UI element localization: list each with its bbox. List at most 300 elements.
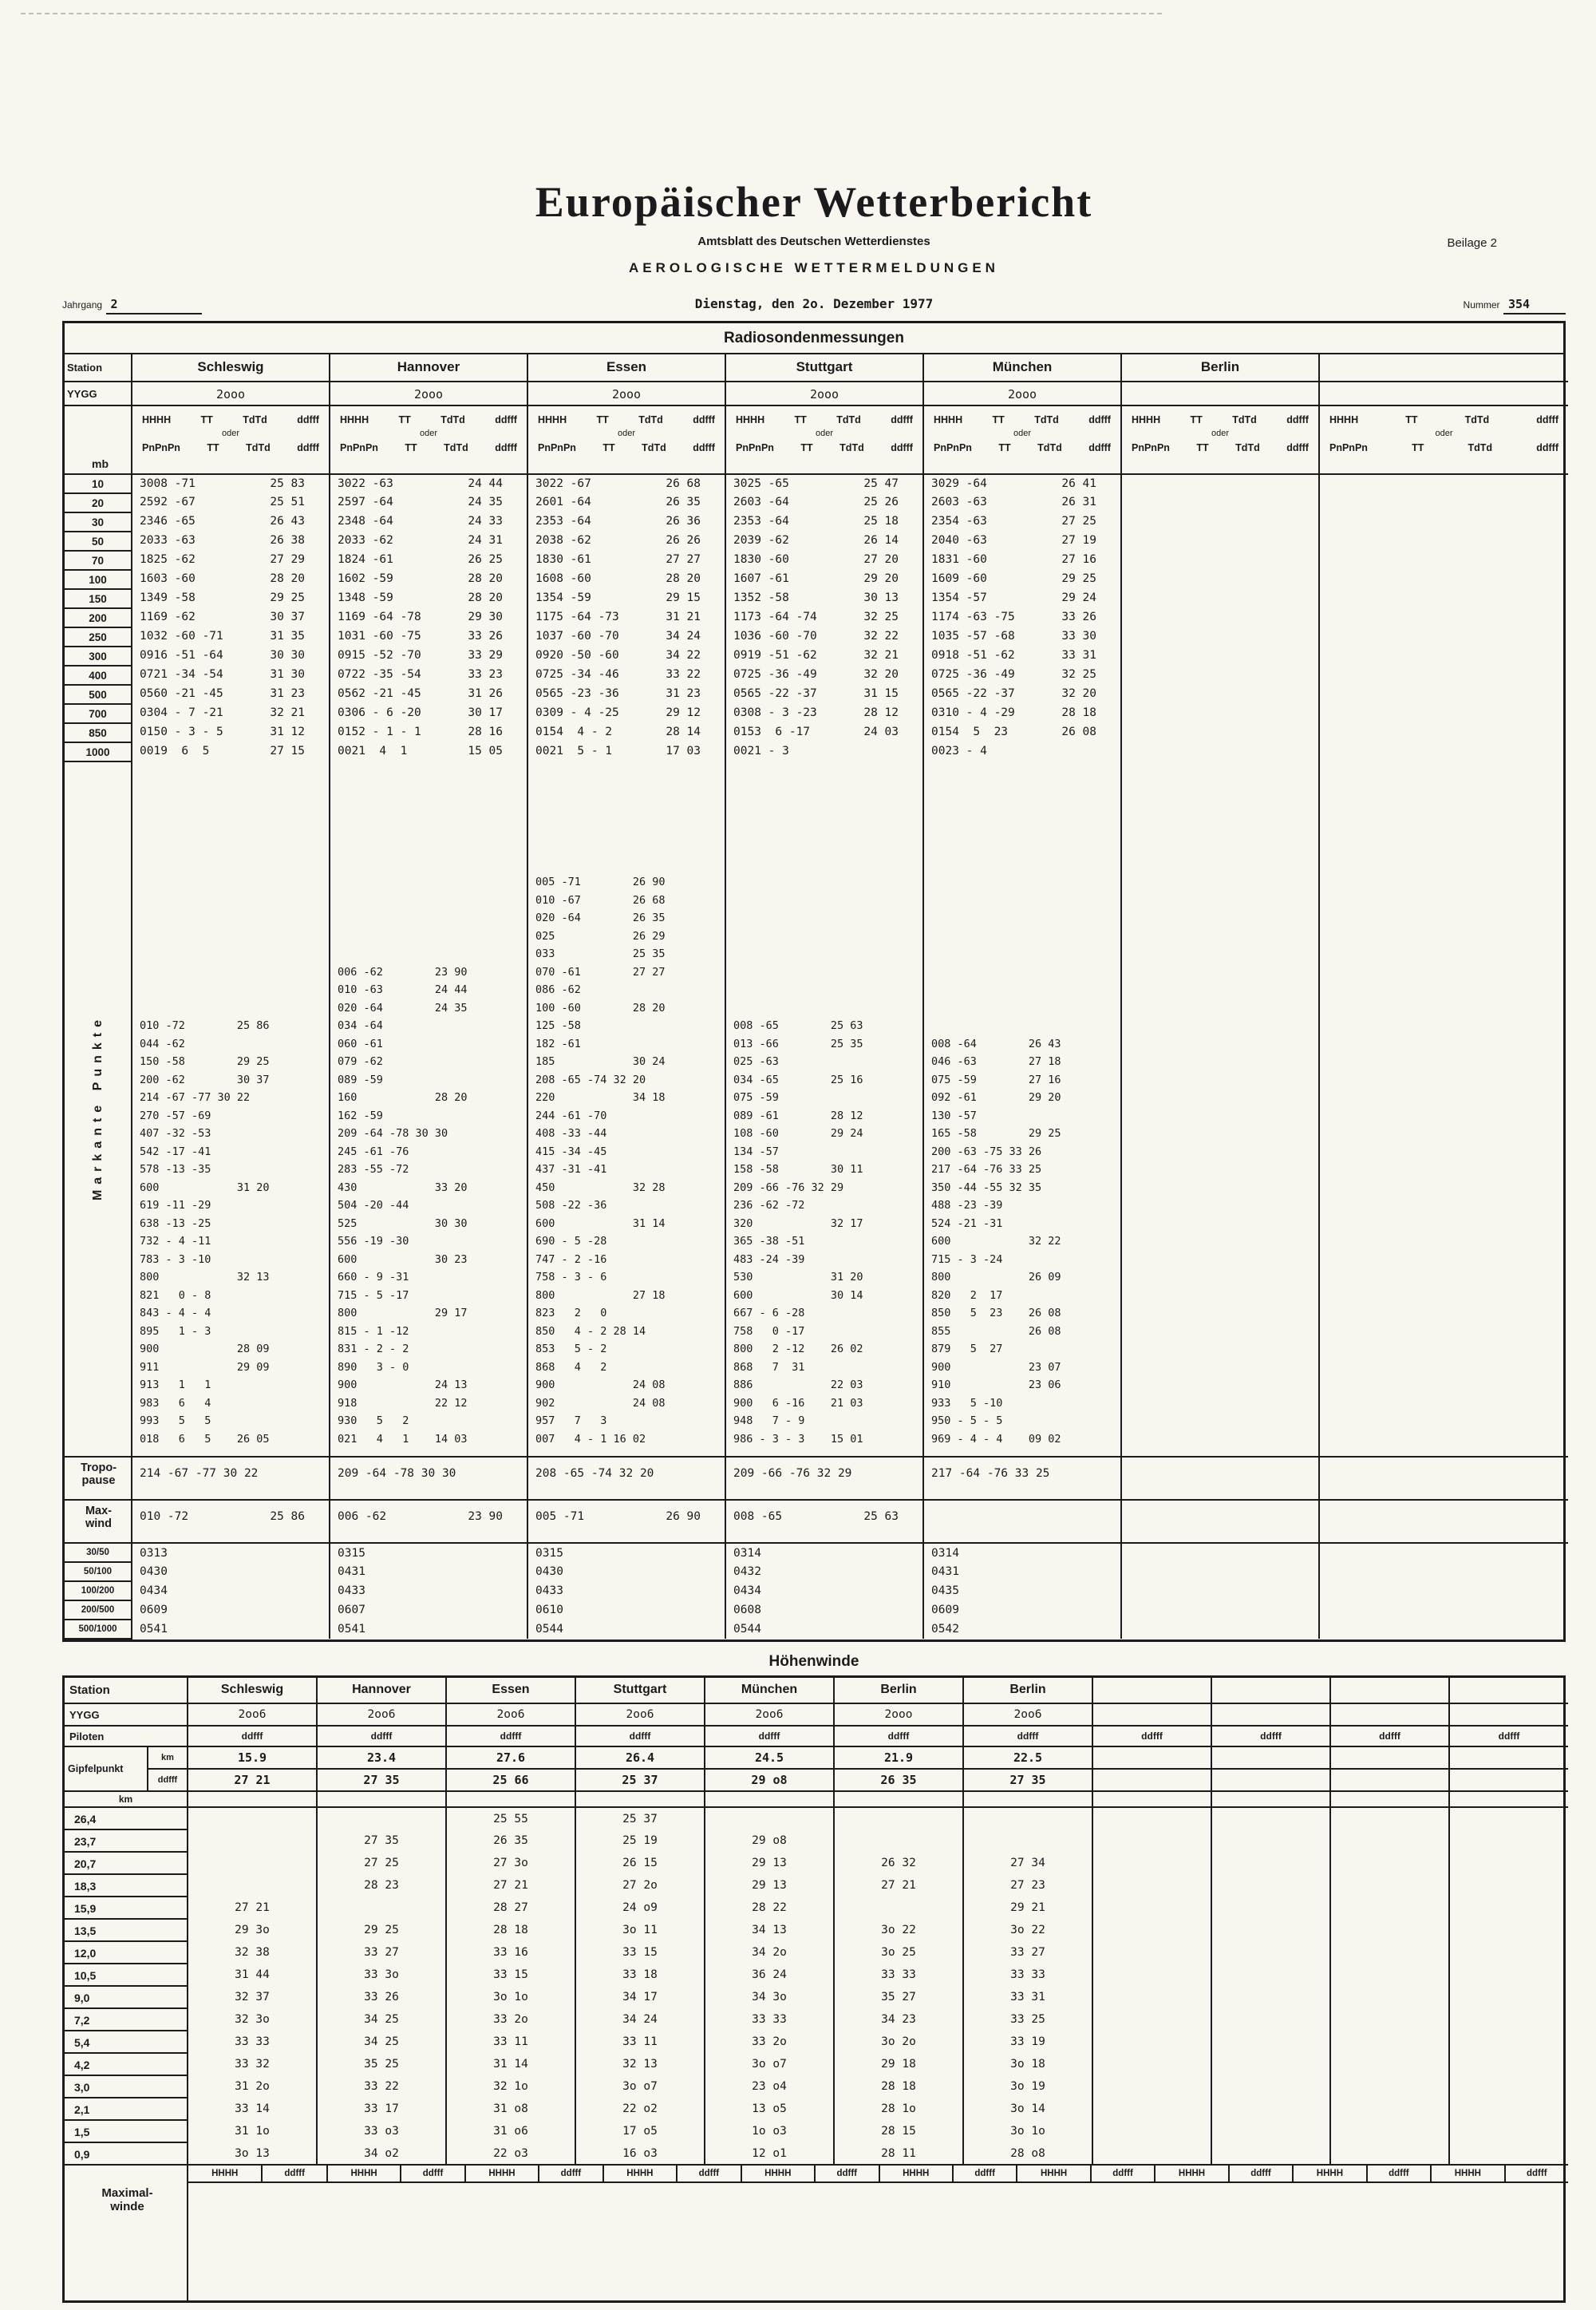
wind-value: 32 25 bbox=[1061, 668, 1096, 681]
wind-value: 29 24 bbox=[1061, 591, 1096, 604]
sounding-value-cell bbox=[132, 474, 330, 493]
wind-value: 32 20 bbox=[1061, 687, 1096, 700]
altitude-row bbox=[65, 2142, 1568, 2165]
wind-value: 27 29 bbox=[270, 553, 305, 566]
hhhh-header: HHHH bbox=[741, 2166, 814, 2183]
geopotential-temp-value: 1830 -61 bbox=[535, 553, 591, 566]
hw-station-name-cell: München bbox=[705, 1678, 834, 1703]
header-oder: oder bbox=[617, 429, 636, 438]
geopotential-temp-value: 2033 -62 bbox=[338, 534, 393, 547]
piloten-header-cell: ddfff bbox=[575, 1726, 705, 1746]
sounding-value-cell bbox=[330, 551, 527, 570]
hoehenwinde-title: Höhenwinde bbox=[768, 1653, 859, 1670]
sounding-value-cell bbox=[1319, 627, 1568, 647]
sounding-value-cell bbox=[132, 532, 330, 551]
header-term: TdTd bbox=[638, 414, 663, 425]
altitude-wind-cell bbox=[1211, 1964, 1330, 1986]
sounding-value-cell bbox=[132, 723, 330, 742]
altitude-wind-cell: 33 27 bbox=[317, 1941, 446, 1964]
header-term: TdTd bbox=[1232, 414, 1257, 425]
geopotential-temp-value: 2038 -62 bbox=[535, 534, 591, 547]
hw-yygg-value-cell: 2ooo bbox=[834, 1703, 963, 1726]
wind-value: 15 05 bbox=[468, 745, 503, 757]
km-header-spacer bbox=[1449, 1791, 1568, 1807]
gipfel-km-value: 23.4 bbox=[317, 1746, 446, 1769]
altitude-wind-cell: 28 18 bbox=[834, 2075, 963, 2098]
geopotential-temp-value: 1169 -64 -78 bbox=[338, 611, 421, 623]
shear-value-cell: 0314 bbox=[923, 1543, 1121, 1562]
maximalwinde-area bbox=[188, 2165, 1568, 2300]
sounding-value-cell bbox=[132, 627, 330, 647]
wind-value: 29 15 bbox=[666, 591, 701, 604]
sounding-value-cell bbox=[132, 742, 330, 761]
hhhh-header: HHHH bbox=[602, 2166, 676, 2183]
header-term: TdTd bbox=[839, 442, 864, 453]
altitude-wind-cell bbox=[1330, 1829, 1449, 1852]
hw-yygg-row bbox=[65, 1703, 1568, 1726]
altitude-wind-cell: 1o o3 bbox=[705, 2120, 834, 2142]
pressure-level-label: 70 bbox=[65, 551, 132, 570]
header-line-top bbox=[340, 414, 517, 425]
sounding-value-cell bbox=[527, 570, 725, 589]
geopotential-temp-value: 0565 -23 -36 bbox=[535, 687, 619, 700]
altitude-wind-cell bbox=[1330, 1919, 1449, 1941]
altitude-wind-cell bbox=[1211, 1919, 1330, 1941]
markante-values: 006 -62 23 90 010 -63 24 44 020 -64 24 35 034 -64 060 -61 079 -62 089 -59 160 28 20 162 -59 209 -64 -78 30 30 245 -61 -76 283 -55 -72 430 33 20 504 -20 -44 525 30 30 556 -19 -30 600 30 23 660 - 9 -31 715 - 5 -17 800 29 17 815 - 1 -12 831 - 2 - 2 890 3 - 0 900 24 13 918 22 12 930 5 2 021 4 1 14 03 bbox=[338, 965, 468, 1446]
altitude-wind-cell bbox=[1330, 1807, 1449, 1829]
wind-value: 31 15 bbox=[863, 687, 899, 700]
maximal-header-pair bbox=[464, 2166, 602, 2183]
hw-yygg-value-cell: 2oo6 bbox=[963, 1703, 1092, 1726]
altitude-wind-cell: 28 1o bbox=[834, 2098, 963, 2120]
altitude-wind-cell: 33 19 bbox=[963, 2031, 1092, 2053]
altitude-label: 10,5 bbox=[65, 1964, 188, 1986]
wind-value: 32 25 bbox=[863, 611, 899, 623]
hhhh-header: HHHH bbox=[1430, 2166, 1503, 2183]
wind-value: 31 30 bbox=[270, 668, 305, 681]
header-line-bottom bbox=[1329, 442, 1558, 453]
sounding-value-cell bbox=[1121, 742, 1319, 761]
column-header-row bbox=[65, 405, 1568, 474]
ddfff-header: ddfff bbox=[1504, 2166, 1569, 2183]
geopotential-temp-value: 2601 -64 bbox=[535, 496, 591, 508]
wind-value: 27 19 bbox=[1061, 534, 1096, 547]
sounding-value-cell bbox=[1121, 474, 1319, 493]
geopotential-temp-value: 1608 -60 bbox=[535, 572, 591, 585]
hoehenwinde-section bbox=[62, 1675, 1566, 2303]
altitude-wind-cell: 32 1o bbox=[446, 2075, 575, 2098]
altitude-wind-cell: 33 18 bbox=[575, 1964, 705, 1986]
sounding-value-cell bbox=[1319, 532, 1568, 551]
altitude-wind-cell bbox=[1330, 1941, 1449, 1964]
geopotential-temp-value: 0562 -21 -45 bbox=[338, 687, 421, 700]
pressure-row bbox=[65, 589, 1568, 608]
hw-station-name-cell: Berlin bbox=[834, 1678, 963, 1703]
sounding-value-cell bbox=[923, 570, 1121, 589]
date-line: Dienstag, den 2o. Dezember 1977 bbox=[694, 296, 934, 311]
altitude-wind-cell bbox=[1092, 2008, 1211, 2031]
header-term: ddfff bbox=[891, 414, 913, 425]
altitude-wind-cell bbox=[1330, 1874, 1449, 1897]
altitude-row bbox=[65, 1986, 1568, 2008]
geopotential-temp-value: 0919 -51 -62 bbox=[733, 649, 817, 662]
altitude-wind-cell bbox=[1449, 2031, 1568, 2053]
maximal-header-pair bbox=[188, 2166, 326, 2183]
tropopause-label-cell: Tropo- pause bbox=[65, 1457, 132, 1500]
nummer-value: 354 bbox=[1503, 297, 1566, 314]
header-term: ddfff bbox=[495, 414, 517, 425]
sounding-value-cell bbox=[1319, 589, 1568, 608]
maxwind-label-cell: Max- wind bbox=[65, 1500, 132, 1543]
sounding-value-cell bbox=[1121, 608, 1319, 627]
geopotential-temp-value: 2039 -62 bbox=[733, 534, 789, 547]
altitude-wind-cell bbox=[1330, 2053, 1449, 2075]
header-line-top bbox=[736, 414, 913, 425]
station-row bbox=[65, 354, 1568, 382]
sounding-value-cell bbox=[330, 704, 527, 723]
altitude-wind-cell bbox=[1211, 2142, 1330, 2165]
maxwind-value-cell bbox=[1121, 1500, 1319, 1543]
geopotential-temp-value: 0916 -51 -64 bbox=[140, 649, 223, 662]
maximal-header-pair bbox=[1016, 2166, 1154, 2183]
gipfel-km-value bbox=[1092, 1746, 1211, 1769]
pressure-row bbox=[65, 704, 1568, 723]
maximal-header-pair bbox=[1154, 2166, 1292, 2183]
header-term: ddfff bbox=[495, 442, 517, 453]
sounding-value-cell bbox=[330, 608, 527, 627]
altitude-wind-cell: 33 11 bbox=[446, 2031, 575, 2053]
wind-value: 24 44 bbox=[468, 477, 503, 490]
altitude-row bbox=[65, 2120, 1568, 2142]
header-term: HHHH bbox=[1329, 414, 1359, 425]
header-term: TT bbox=[794, 414, 807, 425]
altitude-wind-cell: 32 38 bbox=[188, 1941, 317, 1964]
gipfel-ddfff-value bbox=[1092, 1769, 1211, 1791]
hw-yygg-value-cell: 2oo6 bbox=[446, 1703, 575, 1726]
altitude-wind-cell bbox=[1092, 1964, 1211, 1986]
maxwind-height-temp: 006 -62 bbox=[338, 1510, 387, 1523]
sounding-value-cell bbox=[725, 742, 923, 761]
sounding-value-cell bbox=[923, 532, 1121, 551]
header-line-bottom bbox=[736, 442, 913, 453]
geopotential-temp-value: 0915 -52 -70 bbox=[338, 649, 421, 662]
altitude-wind-cell: 28 15 bbox=[834, 2120, 963, 2142]
altitude-wind-cell bbox=[1211, 1897, 1330, 1919]
geopotential-temp-value: 0304 - 7 -21 bbox=[140, 706, 223, 719]
sounding-value-cell bbox=[1319, 647, 1568, 666]
sounding-value-cell bbox=[132, 666, 330, 685]
sounding-value-cell bbox=[330, 570, 527, 589]
header-term: PnPnPn bbox=[736, 442, 774, 453]
geopotential-temp-value: 3025 -65 bbox=[733, 477, 789, 490]
geopotential-temp-value: 1349 -58 bbox=[140, 591, 196, 604]
piloten-header-cell: ddfff bbox=[1449, 1726, 1568, 1746]
tropopause-value-cell: 217 -64 -76 33 25 bbox=[923, 1457, 1121, 1500]
km-header-spacer bbox=[705, 1791, 834, 1807]
column-header-cell bbox=[1121, 405, 1319, 474]
pressure-level-label: 250 bbox=[65, 627, 132, 647]
header-term: HHHH bbox=[142, 414, 172, 425]
altitude-wind-cell: 3o 19 bbox=[963, 2075, 1092, 2098]
wind-value: 26 41 bbox=[1061, 477, 1096, 490]
shear-layer-label: 100/200 bbox=[65, 1581, 132, 1600]
markante-column-cell bbox=[1319, 761, 1568, 1457]
sounding-value-cell bbox=[1319, 570, 1568, 589]
shear-value-cell bbox=[1319, 1581, 1568, 1600]
km-header-spacer bbox=[963, 1791, 1092, 1807]
altitude-wind-cell: 33 25 bbox=[963, 2008, 1092, 2031]
gipfel-km-value: 24.5 bbox=[705, 1746, 834, 1769]
header-oder: oder bbox=[419, 429, 438, 438]
geopotential-temp-value: 1035 -57 -68 bbox=[931, 630, 1015, 643]
sounding-value-cell bbox=[527, 685, 725, 704]
altitude-label: 12,0 bbox=[65, 1941, 188, 1964]
sounding-value-cell bbox=[330, 742, 527, 761]
altitude-wind-cell bbox=[1092, 2120, 1211, 2142]
sounding-value-cell bbox=[527, 551, 725, 570]
piloten-header-cell: ddfff bbox=[317, 1726, 446, 1746]
altitude-wind-cell: 25 55 bbox=[446, 1807, 575, 1829]
column-header-cell bbox=[923, 405, 1121, 474]
maxwind-value-cell bbox=[132, 1500, 330, 1543]
altitude-label: 15,9 bbox=[65, 1897, 188, 1919]
altitude-wind-cell bbox=[188, 1852, 317, 1874]
hw-station-name-cell: Essen bbox=[446, 1678, 575, 1703]
wind-value: 28 12 bbox=[863, 706, 899, 719]
altitude-label: 1,5 bbox=[65, 2120, 188, 2142]
sounding-value-cell bbox=[1319, 608, 1568, 627]
geopotential-temp-value: 0722 -35 -54 bbox=[338, 668, 421, 681]
markante-values bbox=[1122, 761, 1318, 881]
sounding-value-cell bbox=[132, 608, 330, 627]
geopotential-temp-value: 0023 - 4 bbox=[931, 745, 987, 757]
wind-value: 24 35 bbox=[468, 496, 503, 508]
geopotential-temp-value: 2592 -67 bbox=[140, 496, 196, 508]
altitude-label: 3,0 bbox=[65, 2075, 188, 2098]
header-term: HHHH bbox=[736, 414, 765, 425]
altitude-wind-cell: 32 13 bbox=[575, 2053, 705, 2075]
altitude-wind-cell: 3o 2o bbox=[834, 2031, 963, 2053]
markante-column-cell bbox=[923, 761, 1121, 1457]
altitude-row bbox=[65, 2075, 1568, 2098]
pressure-level-label: 400 bbox=[65, 666, 132, 685]
pressure-row bbox=[65, 647, 1568, 666]
geopotential-temp-value: 0021 - 3 bbox=[733, 745, 789, 757]
station-name-cell: Hannover bbox=[330, 354, 527, 382]
markante-values bbox=[1320, 761, 1568, 881]
header-term: HHHH bbox=[934, 414, 963, 425]
maxwind-wind: 25 63 bbox=[863, 1510, 899, 1523]
sounding-value-cell bbox=[725, 608, 923, 627]
altitude-wind-cell bbox=[1449, 1829, 1568, 1852]
altitude-wind-cell: 35 27 bbox=[834, 1986, 963, 2008]
altitude-wind-cell: 29 18 bbox=[834, 2053, 963, 2075]
altitude-wind-cell: 28 11 bbox=[834, 2142, 963, 2165]
yygg-value-cell: 2ooo bbox=[132, 382, 330, 405]
hhhh-header: HHHH bbox=[464, 2166, 538, 2183]
altitude-wind-cell: 33 33 bbox=[834, 1964, 963, 1986]
header-line-top bbox=[538, 414, 715, 425]
sounding-value-cell bbox=[725, 589, 923, 608]
markante-row bbox=[65, 761, 1568, 1457]
hw-station-name-cell: Stuttgart bbox=[575, 1678, 705, 1703]
shear-value-cell: 0430 bbox=[527, 1562, 725, 1581]
pressure-row bbox=[65, 627, 1568, 647]
gipfel-ddfff-value: 27 35 bbox=[317, 1769, 446, 1791]
altitude-label: 5,4 bbox=[65, 2031, 188, 2053]
markante-column-cell bbox=[1121, 761, 1319, 1457]
altitude-row bbox=[65, 2053, 1568, 2075]
header-term: TT bbox=[602, 442, 615, 453]
sounding-value-cell bbox=[330, 512, 527, 532]
wind-value: 28 20 bbox=[270, 572, 305, 585]
geopotential-temp-value: 1175 -64 -73 bbox=[535, 611, 619, 623]
sounding-value-cell bbox=[132, 551, 330, 570]
header-term: TT bbox=[200, 414, 213, 425]
geopotential-temp-value: 0150 - 3 - 5 bbox=[140, 726, 223, 738]
maximalwinde-label-cell: Maximal- winde bbox=[65, 2165, 188, 2300]
altitude-label: 23,7 bbox=[65, 1829, 188, 1852]
sounding-value-cell bbox=[1121, 647, 1319, 666]
header-line-bottom bbox=[1132, 442, 1309, 453]
hw-yygg-value-cell bbox=[1330, 1703, 1449, 1726]
shear-value-cell bbox=[1121, 1543, 1319, 1562]
wind-value: 33 26 bbox=[468, 630, 503, 643]
wind-value: 26 31 bbox=[1061, 496, 1096, 508]
sounding-value-cell bbox=[725, 532, 923, 551]
shear-value-cell: 0610 bbox=[527, 1600, 725, 1620]
pressure-row bbox=[65, 723, 1568, 742]
altitude-label: 18,3 bbox=[65, 1874, 188, 1897]
ddfff-header: ddfff bbox=[952, 2166, 1017, 2183]
hhhh-header: HHHH bbox=[326, 2166, 400, 2183]
pressure-row bbox=[65, 742, 1568, 761]
geopotential-temp-value: 2353 -64 bbox=[733, 515, 789, 528]
geopotential-temp-value: 0021 4 1 bbox=[338, 745, 408, 757]
subtitle-row bbox=[62, 235, 1566, 252]
shear-value-cell: 0608 bbox=[725, 1600, 923, 1620]
sounding-value-cell bbox=[1319, 474, 1568, 493]
wind-value: 31 21 bbox=[666, 611, 701, 623]
header-term: TdTd bbox=[1464, 414, 1490, 425]
header-term: PnPnPn bbox=[340, 442, 378, 453]
sounding-value-cell bbox=[923, 742, 1121, 761]
hw-yygg-value-cell bbox=[1092, 1703, 1211, 1726]
wind-value: 27 20 bbox=[863, 553, 899, 566]
sounding-value-cell bbox=[330, 589, 527, 608]
wind-value: 33 22 bbox=[666, 668, 701, 681]
pressure-level-label: 850 bbox=[65, 723, 132, 742]
wind-value: 32 20 bbox=[863, 668, 899, 681]
altitude-wind-cell bbox=[1092, 2053, 1211, 2075]
sounding-value-cell bbox=[1121, 704, 1319, 723]
yygg-value-cell bbox=[1319, 382, 1568, 405]
piloten-header-cell: ddfff bbox=[1211, 1726, 1330, 1746]
altitude-wind-cell: 3o 1o bbox=[446, 1986, 575, 2008]
header-term: ddfff bbox=[1286, 414, 1309, 425]
hw-yygg-value-cell bbox=[1211, 1703, 1330, 1726]
maximal-header-pair bbox=[1292, 2166, 1430, 2183]
shear-layer-label: 200/500 bbox=[65, 1600, 132, 1620]
sounding-value-cell bbox=[725, 647, 923, 666]
gipfel-ddfff-row bbox=[65, 1769, 1568, 1791]
sounding-value-cell bbox=[527, 742, 725, 761]
altitude-wind-cell: 25 37 bbox=[575, 1807, 705, 1829]
piloten-header-cell: ddfff bbox=[834, 1726, 963, 1746]
sounding-value-cell bbox=[923, 704, 1121, 723]
maxwind-value-cell bbox=[725, 1500, 923, 1543]
station-name-cell: Stuttgart bbox=[725, 354, 923, 382]
altitude-row bbox=[65, 1852, 1568, 1874]
shear-row bbox=[65, 1562, 1568, 1581]
header-term: TT bbox=[405, 442, 417, 453]
geopotential-temp-value: 0920 -50 -60 bbox=[535, 649, 619, 662]
nummer-group bbox=[1464, 297, 1566, 314]
gipfel-ddfff-value: 25 37 bbox=[575, 1769, 705, 1791]
altitude-label: 20,7 bbox=[65, 1852, 188, 1874]
geopotential-temp-value: 1603 -60 bbox=[140, 572, 196, 585]
altitude-wind-cell: 3o 14 bbox=[963, 2098, 1092, 2120]
shear-value-cell: 0609 bbox=[132, 1600, 330, 1620]
hw-station-name-cell bbox=[1449, 1678, 1568, 1703]
header-term: HHHH bbox=[340, 414, 369, 425]
wind-value: 33 23 bbox=[468, 668, 503, 681]
column-header-cell bbox=[1319, 405, 1568, 474]
markante-column-cell bbox=[132, 761, 330, 1457]
pressure-row bbox=[65, 493, 1568, 512]
gipfelpunkt-label-wrap bbox=[65, 1747, 187, 1790]
altitude-wind-cell bbox=[1211, 2053, 1330, 2075]
header-term: ddfff bbox=[1286, 442, 1309, 453]
markante-punkte-label: Markante Punkte bbox=[90, 1014, 105, 1201]
header-term: PnPnPn bbox=[538, 442, 576, 453]
hw-station-name-cell bbox=[1211, 1678, 1330, 1703]
pressure-row bbox=[65, 512, 1568, 532]
header-oder: oder bbox=[815, 429, 834, 438]
altitude-wind-cell: 27 34 bbox=[963, 1852, 1092, 1874]
hhhh-header: HHHH bbox=[1292, 2166, 1365, 2183]
header-term: TdTd bbox=[1235, 442, 1260, 453]
header-term: TT bbox=[398, 414, 411, 425]
gipfel-km-value: 26.4 bbox=[575, 1746, 705, 1769]
shear-value-cell bbox=[1319, 1620, 1568, 1639]
meta-row bbox=[62, 286, 1566, 318]
gipfel-km-label: km bbox=[148, 1747, 187, 1770]
sounding-value-cell bbox=[725, 551, 923, 570]
piloten-header-cell: ddfff bbox=[1092, 1726, 1211, 1746]
pressure-level-label: 500 bbox=[65, 685, 132, 704]
tropopause-value-cell: 214 -67 -77 30 22 bbox=[132, 1457, 330, 1500]
hw-station-name-cell: Berlin bbox=[963, 1678, 1092, 1703]
sounding-value-cell bbox=[725, 493, 923, 512]
altitude-wind-cell: 23 o4 bbox=[705, 2075, 834, 2098]
header-term: TT bbox=[1196, 442, 1209, 453]
header-oder: oder bbox=[221, 429, 240, 438]
header-term: TT bbox=[1412, 442, 1424, 453]
shear-value-cell: 0435 bbox=[923, 1581, 1121, 1600]
km-header-spacer bbox=[834, 1791, 963, 1807]
sounding-value-cell bbox=[1121, 532, 1319, 551]
altitude-wind-cell: 28 23 bbox=[317, 1874, 446, 1897]
pressure-level-label: 300 bbox=[65, 647, 132, 666]
geopotential-temp-value: 3022 -63 bbox=[338, 477, 393, 490]
header-term: ddfff bbox=[891, 442, 913, 453]
station-name-cell: Essen bbox=[527, 354, 725, 382]
wind-value: 30 13 bbox=[863, 591, 899, 604]
wind-value: 27 15 bbox=[270, 745, 305, 757]
altitude-wind-cell bbox=[1211, 1941, 1330, 1964]
markante-column-cell bbox=[527, 761, 725, 1457]
